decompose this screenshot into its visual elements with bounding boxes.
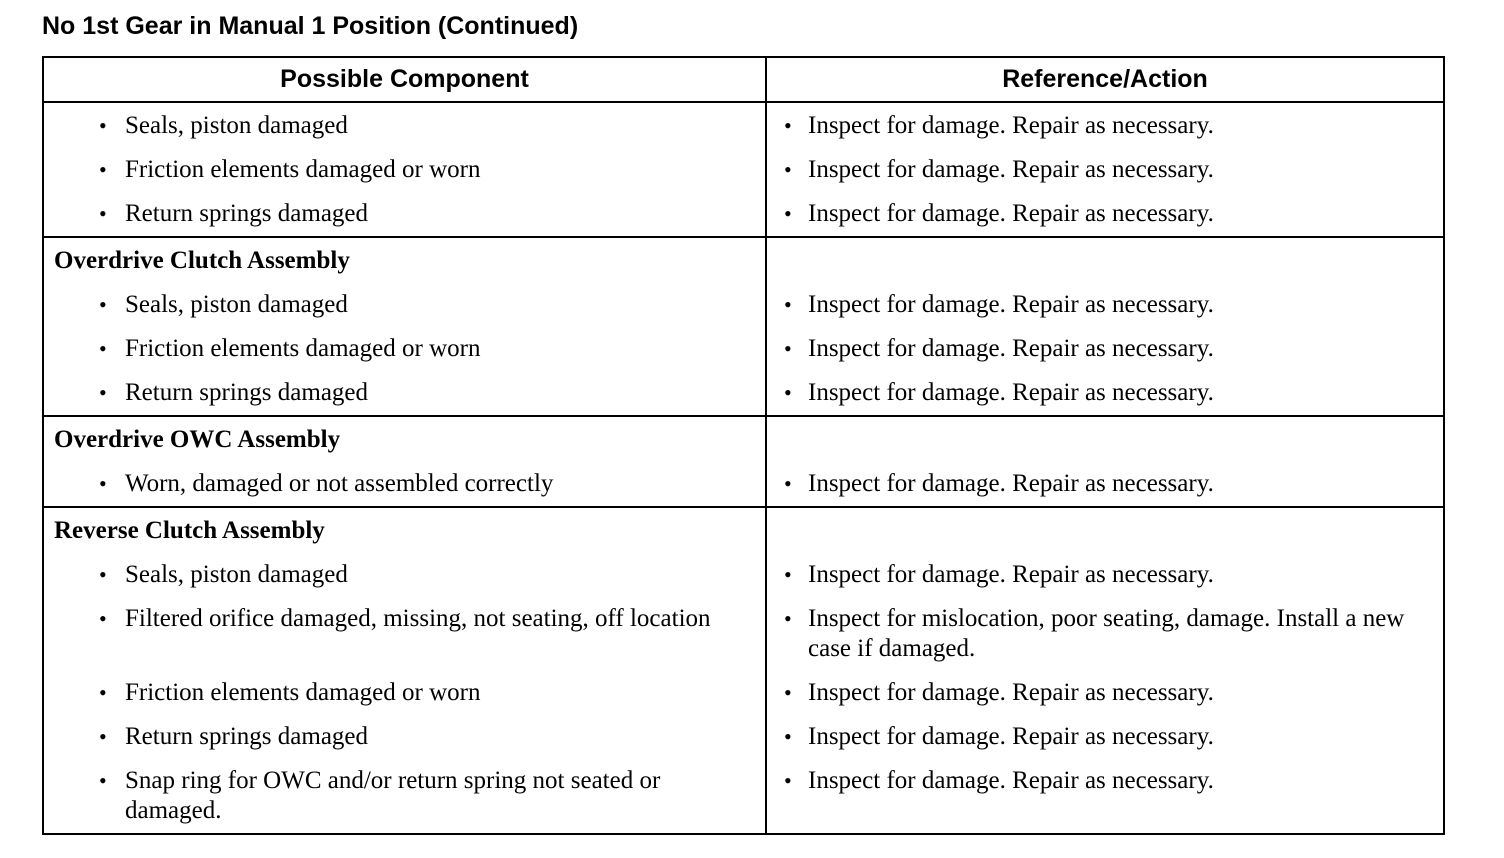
bullet-icon: • <box>784 680 792 705</box>
bullet-icon: • <box>784 606 792 631</box>
action-cell <box>766 671 1444 715</box>
action-item <box>767 604 1443 664</box>
group-heading-row <box>43 416 1444 462</box>
table-row <box>43 283 1444 327</box>
component-text: Seals, piston damaged <box>125 291 348 318</box>
component-item <box>44 378 765 408</box>
component-text: Filtered orifice damaged, missing, not seating, off location <box>125 605 711 632</box>
group-heading: Reverse Clutch Assembly <box>54 517 325 544</box>
table-row <box>43 462 1444 507</box>
bullet-icon: • <box>784 292 792 317</box>
action-item <box>767 560 1443 590</box>
component-cell <box>43 759 766 834</box>
bullet-icon: • <box>784 157 792 182</box>
component-item <box>44 199 765 229</box>
component-text: Return springs damaged <box>125 379 369 406</box>
bullet-icon: • <box>99 471 107 496</box>
diagnosis-table <box>42 56 1445 835</box>
component-item <box>44 334 765 364</box>
action-item <box>767 678 1443 708</box>
group-heading-row <box>43 237 1444 283</box>
component-text: Snap ring for OWC and/or return spring not seated or damaged. <box>125 767 661 824</box>
action-item <box>767 199 1443 229</box>
action-cell <box>766 192 1444 237</box>
action-item <box>767 111 1443 141</box>
group-heading-cell <box>43 416 766 462</box>
table-row <box>43 715 1444 759</box>
action-text: Inspect for damage. Repair as necessary. <box>808 291 1214 318</box>
component-text: Worn, damaged or not assembled correctly <box>125 470 554 497</box>
group-heading: Overdrive OWC Assembly <box>54 426 341 453</box>
action-item <box>767 469 1443 499</box>
component-item <box>44 155 765 185</box>
component-cell <box>43 597 766 671</box>
component-cell <box>43 283 766 327</box>
component-item <box>44 290 765 320</box>
component-text: Return springs damaged <box>125 723 369 750</box>
bullet-icon: • <box>784 768 792 793</box>
table-row <box>43 597 1444 671</box>
action-text: Inspect for damage. Repair as necessary. <box>808 156 1214 183</box>
bullet-icon: • <box>784 113 792 138</box>
column-header-reference-action: Reference/Action <box>766 57 1444 102</box>
action-item <box>767 722 1443 752</box>
group-heading-empty-cell <box>766 237 1444 283</box>
bullet-icon: • <box>99 768 107 793</box>
table-row <box>43 553 1444 597</box>
action-item <box>767 766 1443 796</box>
action-cell <box>766 462 1444 507</box>
group-heading-cell <box>43 507 766 553</box>
action-cell <box>766 597 1444 671</box>
action-cell <box>766 371 1444 416</box>
bullet-icon: • <box>99 113 107 138</box>
component-cell <box>43 371 766 416</box>
action-text: Inspect for damage. Repair as necessary. <box>808 767 1214 794</box>
component-item <box>44 111 765 141</box>
bullet-icon: • <box>99 201 107 226</box>
table-row <box>43 192 1444 237</box>
action-cell <box>766 327 1444 371</box>
component-text: Seals, piston damaged <box>125 112 348 139</box>
action-item <box>767 334 1443 364</box>
action-cell <box>766 102 1444 148</box>
action-text: Inspect for damage. Repair as necessary. <box>808 561 1214 588</box>
table-row <box>43 759 1444 834</box>
component-cell <box>43 192 766 237</box>
bullet-icon: • <box>99 380 107 405</box>
component-text: Friction elements damaged or worn <box>125 156 481 183</box>
table-body <box>43 102 1444 834</box>
table-row <box>43 327 1444 371</box>
component-text: Friction elements damaged or worn <box>125 335 481 362</box>
component-item <box>44 678 765 708</box>
group-heading-empty-cell <box>766 416 1444 462</box>
bullet-icon: • <box>99 724 107 749</box>
action-text: Inspect for damage. Repair as necessary. <box>808 200 1214 227</box>
action-cell <box>766 715 1444 759</box>
component-text: Seals, piston damaged <box>125 561 348 588</box>
component-cell <box>43 148 766 192</box>
table-row <box>43 671 1444 715</box>
bullet-icon: • <box>99 680 107 705</box>
table-row <box>43 102 1444 148</box>
component-item <box>44 766 765 826</box>
group-heading-empty-cell <box>766 507 1444 553</box>
component-item <box>44 604 765 634</box>
component-cell <box>43 715 766 759</box>
bullet-icon: • <box>784 471 792 496</box>
group-heading-row <box>43 507 1444 553</box>
action-text: Inspect for damage. Repair as necessary. <box>808 379 1214 406</box>
component-cell <box>43 553 766 597</box>
action-cell <box>766 553 1444 597</box>
component-cell <box>43 327 766 371</box>
action-item <box>767 290 1443 320</box>
action-text: Inspect for damage. Repair as necessary. <box>808 335 1214 362</box>
component-item <box>44 722 765 752</box>
group-heading: Overdrive Clutch Assembly <box>54 247 350 274</box>
action-text: Inspect for mislocation, poor seating, damage. Install a new case if damaged. <box>808 605 1405 662</box>
component-cell <box>43 462 766 507</box>
page-title: No 1st Gear in Manual 1 Position (Continued) <box>42 12 579 40</box>
action-cell <box>766 148 1444 192</box>
bullet-icon: • <box>784 562 792 587</box>
component-text: Return springs damaged <box>125 200 369 227</box>
component-text: Friction elements damaged or worn <box>125 679 481 706</box>
component-item <box>44 560 765 590</box>
table-row <box>43 371 1444 416</box>
action-cell <box>766 283 1444 327</box>
component-item <box>44 469 765 499</box>
bullet-icon: • <box>784 336 792 361</box>
action-text: Inspect for damage. Repair as necessary. <box>808 723 1214 750</box>
bullet-icon: • <box>99 562 107 587</box>
action-item <box>767 155 1443 185</box>
component-cell <box>43 102 766 148</box>
bullet-icon: • <box>784 201 792 226</box>
action-cell <box>766 759 1444 834</box>
bullet-icon: • <box>784 724 792 749</box>
action-text: Inspect for damage. Repair as necessary. <box>808 470 1214 497</box>
column-header-possible-component: Possible Component <box>43 57 766 102</box>
group-heading-cell <box>43 237 766 283</box>
bullet-icon: • <box>99 157 107 182</box>
table-row <box>43 148 1444 192</box>
action-text: Inspect for damage. Repair as necessary. <box>808 112 1214 139</box>
bullet-icon: • <box>99 606 107 631</box>
bullet-icon: • <box>784 380 792 405</box>
action-text: Inspect for damage. Repair as necessary. <box>808 679 1214 706</box>
bullet-icon: • <box>99 336 107 361</box>
component-cell <box>43 671 766 715</box>
table-header-row <box>43 57 1444 102</box>
action-item <box>767 378 1443 408</box>
bullet-icon: • <box>99 292 107 317</box>
